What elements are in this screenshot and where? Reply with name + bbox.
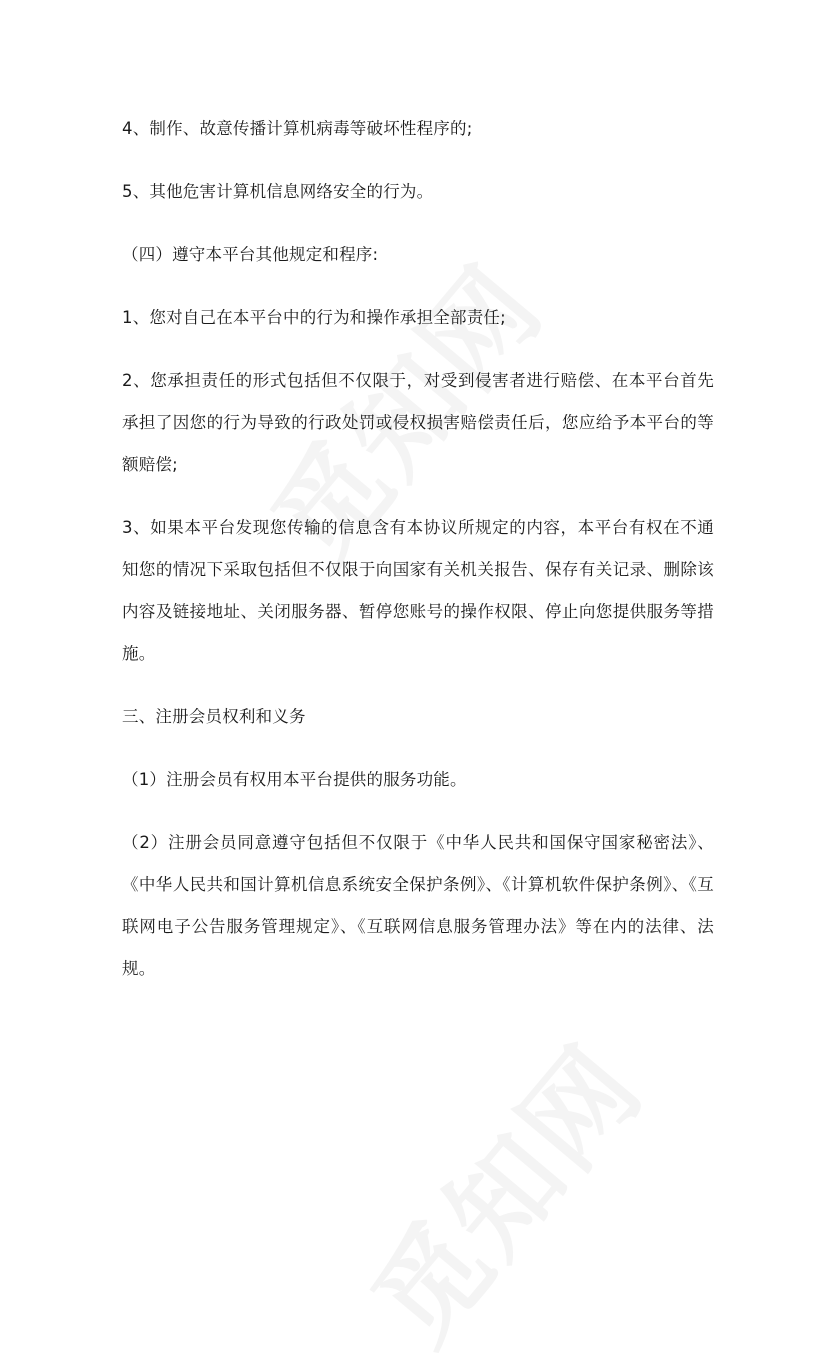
watermark xyxy=(331,1007,672,1371)
section-heading-3: 三、注册会员权利和义务 xyxy=(122,707,306,726)
list-item-5: 5、其他危害计算机信息网络安全的行为。 xyxy=(122,182,434,201)
clause-1: （1）注册会员有权用本平台提供的服务功能。 xyxy=(122,770,467,789)
document-body xyxy=(122,108,714,990)
list-item-4: 4、制作、故意传播计算机病毒等破坏性程序的; xyxy=(122,119,473,138)
list-item-1: 1、您对自己在本平台中的行为和操作承担全部责任; xyxy=(122,308,506,327)
clause-2: （2）注册会员同意遵守包括但不仅限于《中华人民共和国保守国家秘密法》、《中华人民共和国计算机信息系统安全保护条例》、《计算机软件保护条例》、《互联网电子公告服务管理规定》、《互联网信息服务管理办法》等在内的法律、法规。 xyxy=(122,833,714,978)
list-item-3: 3、如果本平台发现您传输的信息含有本协议所规定的内容，本平台有权在不通知您的情况下采取包括但不仅限于向国家有关机关报告、保存有关记录、删除该内容及链接地址、关闭服务器、暂停您账号的操作权限、停止向您提供服务等措施。 xyxy=(122,518,714,663)
list-item-2: 2、您承担责任的形式包括但不仅限于，对受到侵害者进行赔偿、在本平台首先承担了因您的行为导致的行政处罚或侵权损害赔偿责任后，您应给予本平台的等额赔偿; xyxy=(122,371,714,474)
section-heading-4: （四）遵守本平台其他规定和程序: xyxy=(122,245,379,264)
